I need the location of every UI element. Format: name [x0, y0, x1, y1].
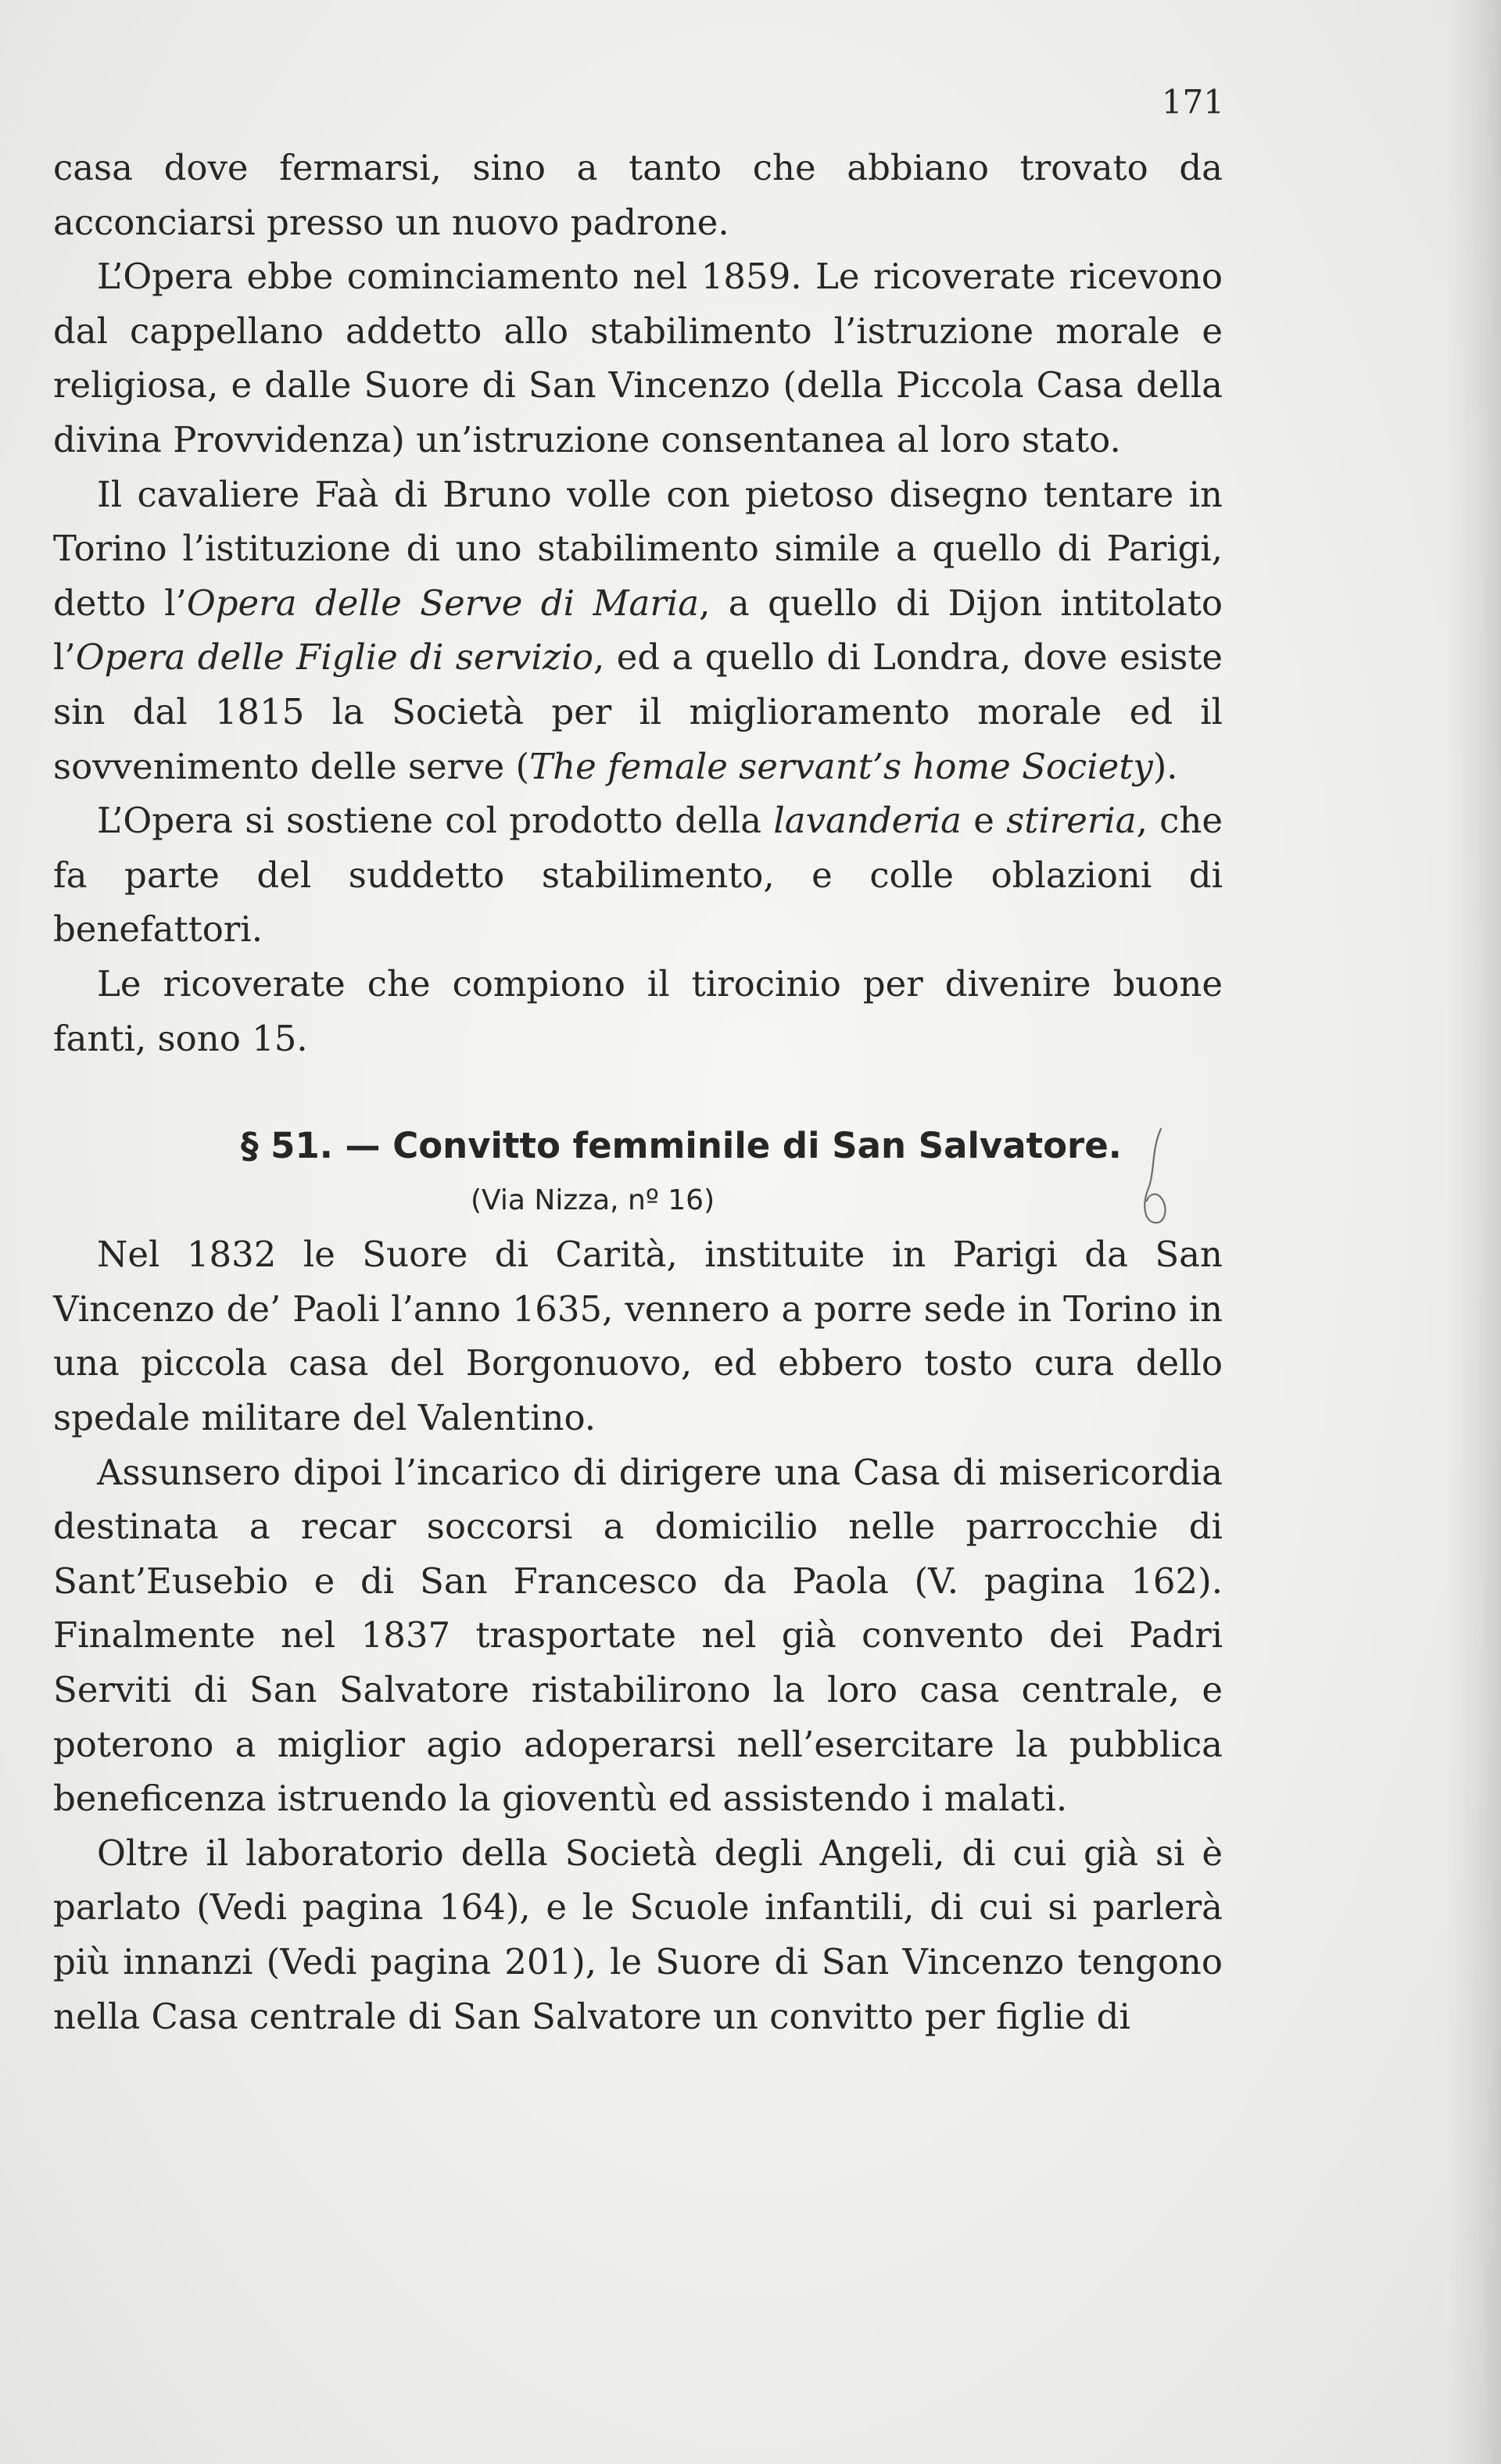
page-edge-shadow [1446, 0, 1501, 2464]
text-run: , ed a quello di Londra, dove esiste sin dal 1815 la Società per il miglioramento morale ed il sovvenimento delle serve ( [53, 636, 1223, 787]
italic-title-london-society: The female servant’s home Society [529, 745, 1153, 787]
text-run: L’Opera si sostiene col prodotto della [97, 800, 774, 842]
italic-stireria: stireria [1006, 800, 1137, 842]
paragraph-suore-carita: Nel 1832 le Suore di Carità, instituite in Parigi da San Vincenzo de’ Paoli l’anno 1635, vennero a porre sede in Torino in una piccola casa del Borgonuovo, ed ebbero tosto cura dello spedale militare del Valentino. [53, 1234, 1223, 1439]
italic-title-serve-di-maria: Opera delle Serve di Maria [186, 582, 700, 624]
text-run: , che fa parte del suddetto stabilimento, e colle oblazioni di benefattori. [53, 800, 1223, 951]
paragraph-ricoverate: Le ricoverate che compiono il tirocinio per divenire buone fanti, sono 15. [53, 962, 1223, 1059]
text-run: ). [1152, 745, 1178, 787]
text-run: Il cavaliere Faà di Bruno volle con pietoso disegno tentare in Torino l’istituzione di uno stabilimento simile a quello di Parigi, detto l’ [53, 473, 1223, 624]
paragraph-sostegno [53, 793, 1223, 957]
italic-lavanderia: lavanderia [773, 800, 962, 842]
page-body [53, 78, 1223, 2043]
italic-title-figlie-di-servizio: Opera delle Figlie di servizio [75, 636, 594, 679]
handwritten-margin-mark [1137, 1126, 1177, 1227]
paragraph-convitto: Oltre il laboratorio della Società degli Angeli, di cui già si è parlato (Vedi pagina 164), e le Scuole infantili, di cui si parlerà più innanzi (Vedi pagina 201), le Suore di San Vincenzo tengono nella Casa centrale di San Salvatore un convitto per figlie di [53, 1832, 1223, 2037]
section-address: (Via Nizza, nº 16) [471, 1184, 715, 1216]
paragraph-faa-di-bruno [53, 467, 1223, 794]
page-number: 171 [1161, 83, 1224, 121]
paragraph-misericordia: Assunsero dipoi l’incarico di dirigere una Casa di misericordia destinata a recar soccorsi a domicilio nelle parrocchie di Sant’Eusebio e di San Francesco da Paola (V. pagina 162). Finalmente nel 1837 trasportate nel già convento dei Padri Serviti di San Salvatore ristabilirono la loro casa centrale, e poterono a miglior agio adoperarsi nell’esercitare la pubblica beneficenza istruendo la gioventù ed assistendo i malati. [53, 1451, 1223, 1820]
paragraph-opera-start: L’Opera ebbe cominciamento nel 1859. Le ricoverate ricevono dal cappellano addetto allo stabilimento l’istruzione morale e religiosa, e dalle Suore di San Vincenzo (della Piccola Casa della divina Provvidenza) un’istruzione consentanea al loro stato. [53, 256, 1223, 460]
text-run: , a quello di Dijon intitolato l’ [53, 582, 1223, 679]
paragraph-continuation: casa dove fermarsi, sino a tanto che abbiano trovato da acconciarsi presso un nuovo padrone. [53, 147, 1223, 243]
section-heading: § 51. — Convitto femminile di San Salvatore. [241, 1125, 1122, 1167]
text-run: e [962, 800, 1007, 842]
